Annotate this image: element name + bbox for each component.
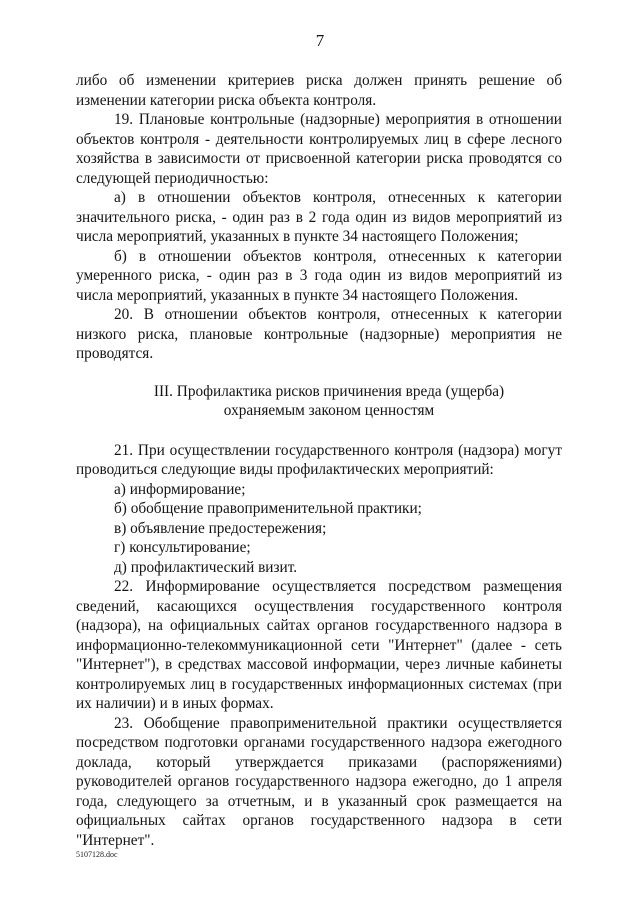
paragraph-20: 20. В отношении объектов контроля, отнесенных к категории низкого риска, плановые контрольные (надзорные) мероприятия не проводятся. xyxy=(76,306,562,362)
spacer xyxy=(76,421,562,441)
document-body xyxy=(76,71,562,850)
paragraph-21: 21. При осуществлении государственного контроля (надзора) могут проводиться следующие виды профилактических мероприятий: xyxy=(76,441,562,478)
paragraph-19b: б) в отношении объектов контроля, отнесенных к категории умеренного риска, - один раз в 3 года один из видов мероприятий из числа мероприятий, указанных в пункте 34 настоящего Положения. xyxy=(76,247,562,304)
document-filename: 5107128.doc xyxy=(76,850,118,859)
paragraph-22: 22. Информирование осуществляется посредством размещения сведений, касающихся осуществления государственного контроля (надзора), на официальных сайтах органов государственного надзора в информационно-телекоммуникационной сети "Интернет" (далее - сеть "Интернет"), в средствах массовой информации, через личные кабинеты контролируемых лиц в государственных информационных системах (при их наличии) и в иных формах. xyxy=(76,578,562,712)
section-heading-line-2: охраняемым законом ценностям xyxy=(223,402,435,419)
list-item-d: г) консультирование; xyxy=(114,539,251,556)
paragraph-continuation: либо об изменении критериев риска должен принять решение об изменении категории риска объекта контроля. xyxy=(76,72,562,109)
list-item-a: а) информирование; xyxy=(114,480,246,498)
list-item-e: д) профилактический визит. xyxy=(114,558,298,576)
paragraph-19a: а) в отношении объектов контроля, отнесенных к категории значительного риска, - один раз в 2 года один из видов мероприятий из числа мероприятий, указанных в пункте 34 настоящего Положения; xyxy=(76,189,562,245)
list-item-b: б) обобщение правоприменительной практики; xyxy=(114,500,422,517)
section-heading-line-1: III. Профилактика рисков причинения вреда (ущерба) xyxy=(153,382,505,400)
paragraph-19: 19. Плановые контрольные (надзорные) мероприятия в отношении объектов контроля - деятельности контролируемых лиц в сфере лесного хозяйства в зависимости от присвоенной категории риска проводятся со следующей периодичностью: xyxy=(76,111,562,187)
paragraph-23: 23. Обобщение правоприменительной практики осуществляется посредством подготовки органами государственного надзора ежегодного доклада, который утверждается приказами (распоряжениями) руководителей органов государственного надзора ежегодно, до 1 апреля года, следующего за отчетным, и в указанный срок размещается на официальных сайтах органов государственного надзора в сети "Интернет". xyxy=(76,714,562,849)
spacer xyxy=(76,364,562,382)
page-number: 7 xyxy=(315,31,325,50)
list-item-c: в) объявление предостережения; xyxy=(114,519,327,537)
